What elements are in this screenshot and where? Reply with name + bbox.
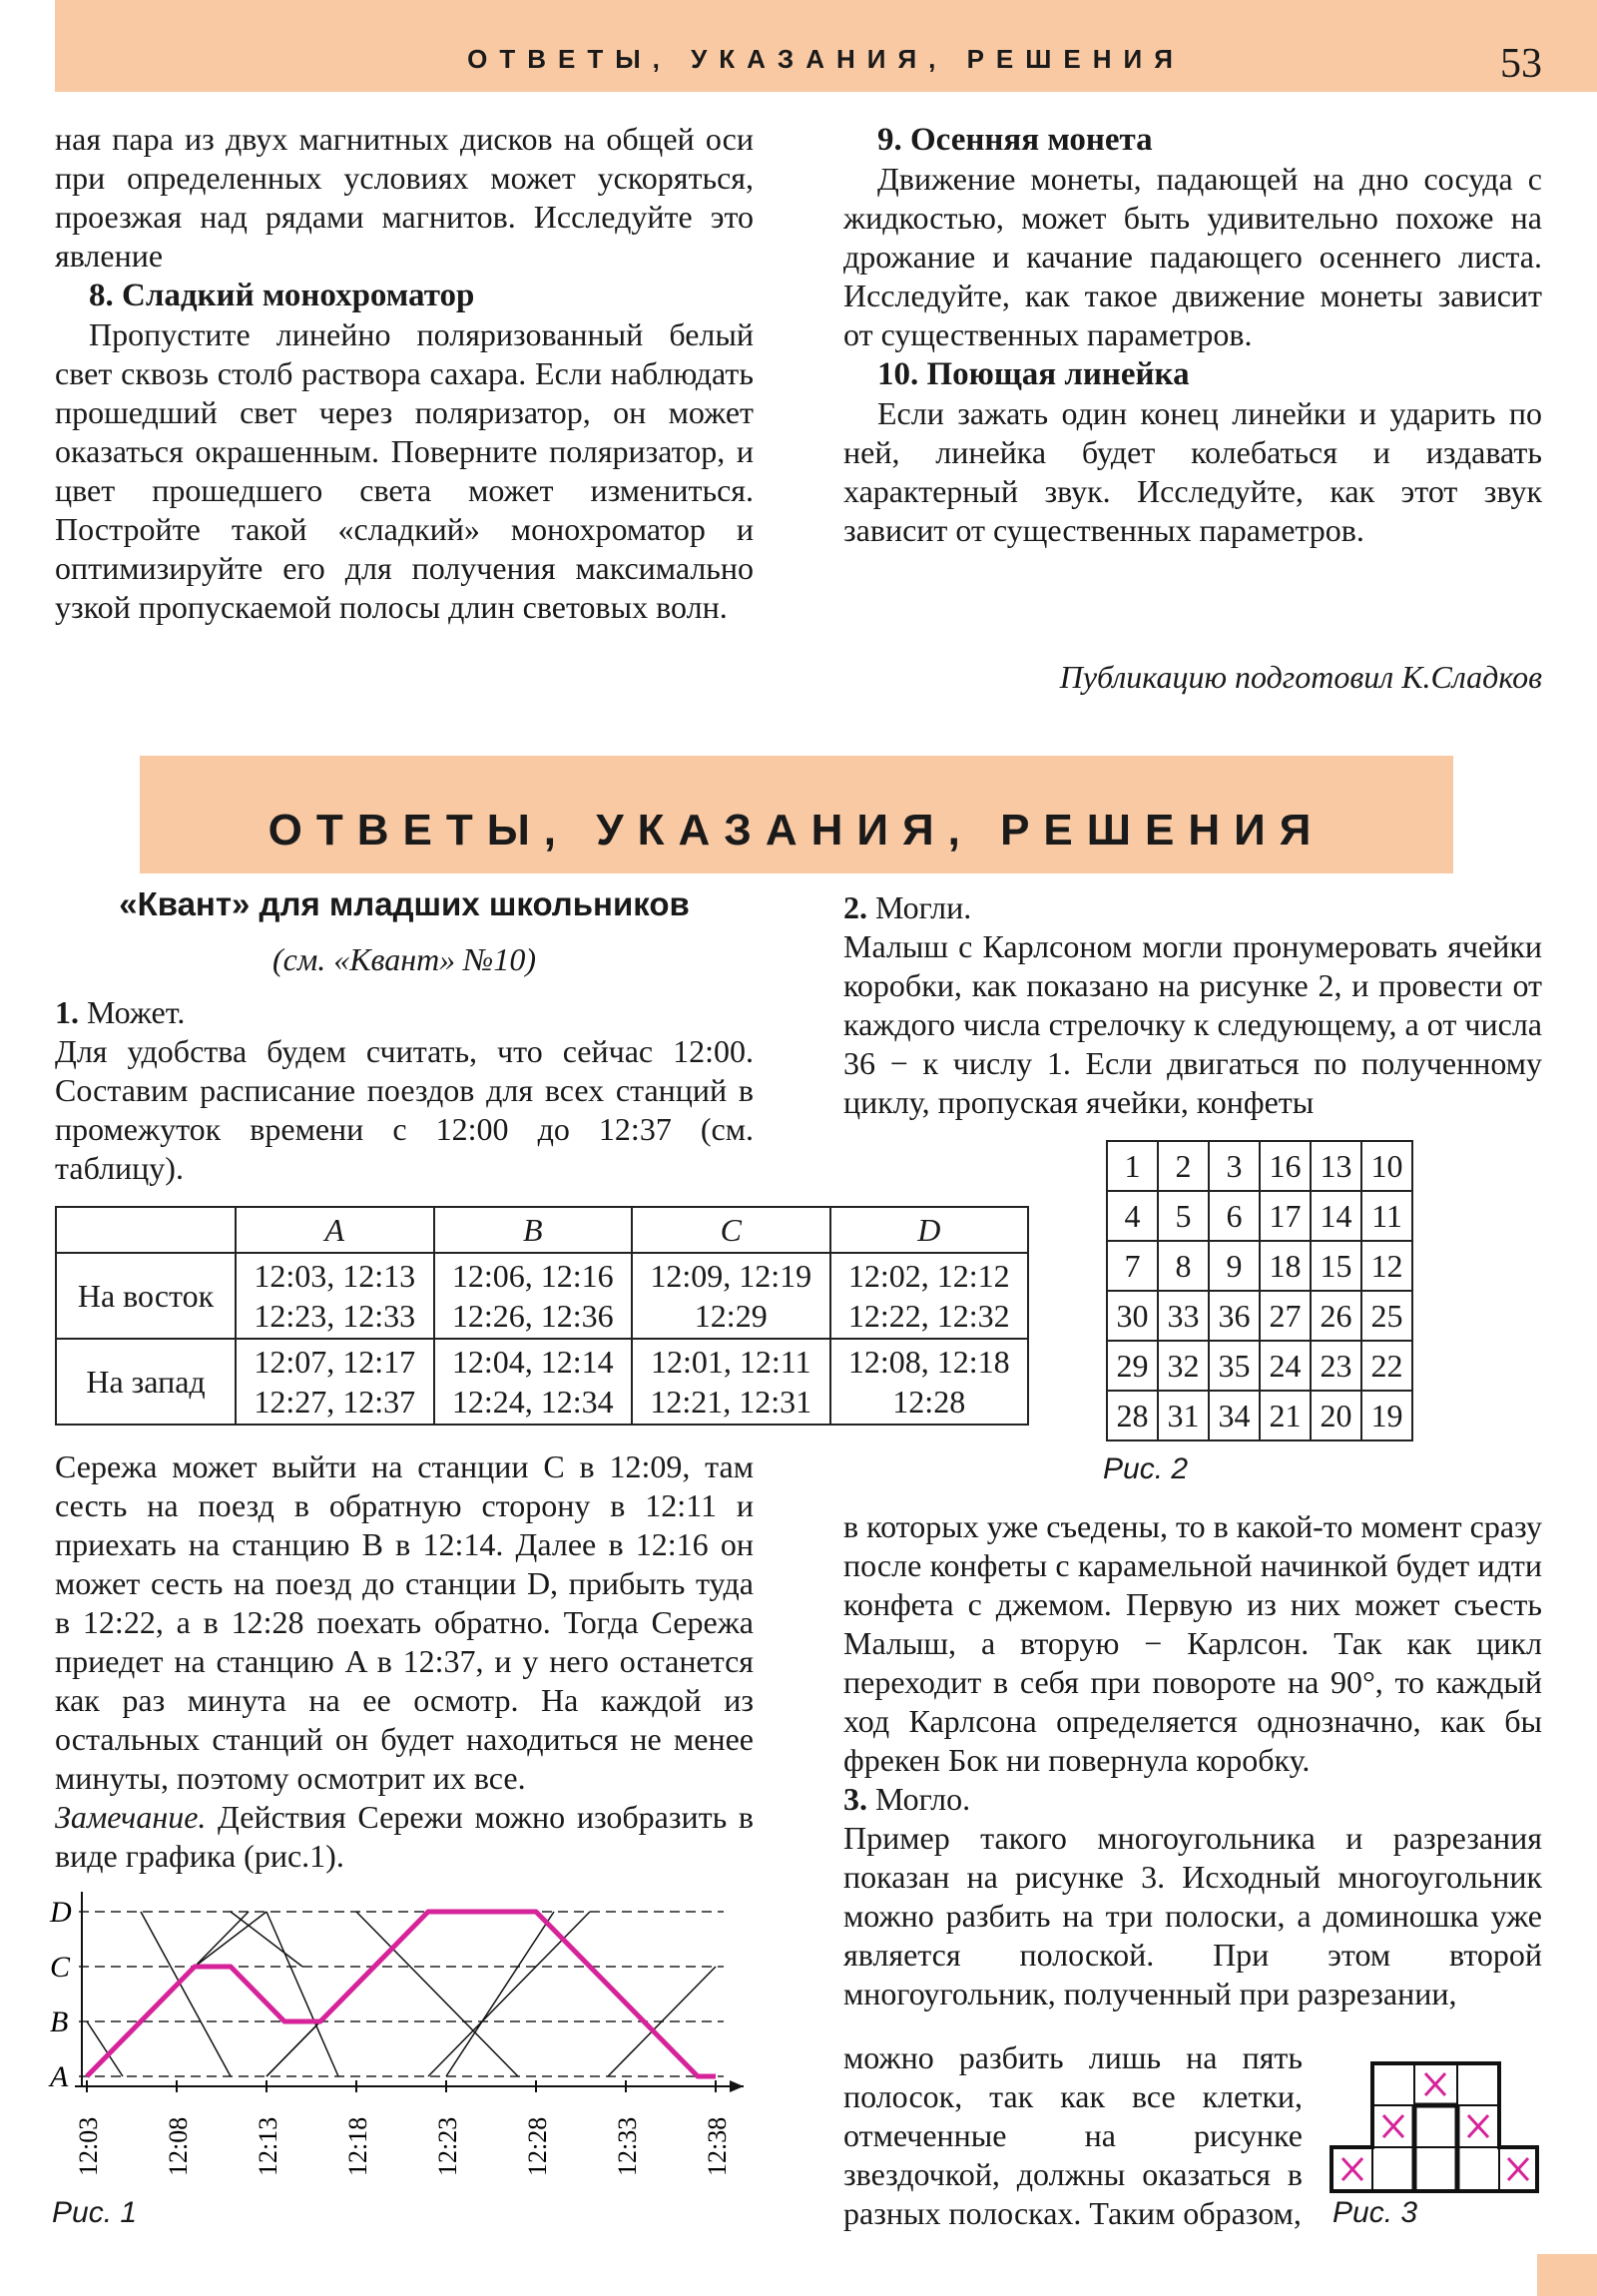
answer-3-number: 3.	[843, 1781, 867, 1817]
grid-row	[1107, 1241, 1412, 1291]
grid-cell: 13	[1311, 1141, 1361, 1191]
grid-cell: 32	[1158, 1341, 1209, 1391]
answer-1-number: 1.	[55, 994, 79, 1030]
answer-1-explanation	[55, 1447, 754, 1876]
kvant-heading: «Квант» для младших школьников	[119, 885, 690, 922]
table-header-corner	[56, 1207, 236, 1253]
table-cell: 12:06, 12:16 12:26, 12:36	[434, 1253, 633, 1339]
grid-cell: 17	[1260, 1191, 1311, 1241]
answer-1-intro	[55, 993, 754, 1188]
grid-cell: 7	[1107, 1241, 1158, 1291]
grid-cell: 16	[1260, 1141, 1311, 1191]
table-header-c: C	[632, 1207, 830, 1253]
train-line	[231, 1912, 302, 1967]
grid-cell: 1	[1107, 1141, 1158, 1191]
grid-cell: 8	[1158, 1241, 1209, 1291]
x-tick-label: 12:08	[164, 2116, 193, 2176]
grid-cell: 35	[1209, 1341, 1260, 1391]
answer-1-verdict: Может.	[87, 994, 186, 1030]
answer-3-narrow	[843, 2038, 1303, 2233]
grid-cell: 27	[1260, 1291, 1311, 1341]
page-edge-tab	[1537, 2254, 1597, 2296]
train-line	[356, 1912, 518, 2076]
problem-8-text: Пропустите линейно поляризованный белый свет сквозь столб раствора сахара. Если наблюдать прошедший свет через поляризатор, он может оказаться окрашенным. Поверните поляризатор, и цвет прошедшего света может измениться. Постройте такой «сладкий» монохроматор и оптимизируйте его для получения максимально узкой пропускаемой полосы длин световых волн.	[55, 316, 754, 625]
table-header-b: B	[434, 1207, 633, 1253]
grid-cell: 12	[1361, 1241, 1412, 1291]
remark-text: Действия Сережи можно изобразить в виде графика (рис.1).	[55, 1799, 754, 1874]
section-title: ОТВЕТЫ, УКАЗАНИЯ, РЕШЕНИЯ	[267, 806, 1326, 855]
page-header	[55, 0, 1597, 92]
x-tick-label: 12:33	[613, 2116, 642, 2176]
x-axis-arrow	[730, 2080, 744, 2092]
answer-2-number: 2.	[843, 889, 867, 925]
top-right-column	[843, 120, 1542, 550]
grid-cell: 2	[1158, 1141, 1209, 1191]
grid-cell: 25	[1361, 1291, 1412, 1341]
answer-2-text-a: Малыш с Карлсоном могли пронумеровать ячейки коробки, как показано на рисунке 2, и провести от каждого числа стрелочку к следующему, а от числа 36 − к числу 1. Если двигаться по полученному циклу, пропуская ячейки, конфеты	[843, 928, 1542, 1120]
grid-cell: 3	[1209, 1141, 1260, 1191]
answer-1-body: Сережа может выйти на станции C в 12:09, там сесть на поезд в обратную сторону в 12:11 и приехать на станцию B в 12:14. Далее в 12:16 он может сесть на поезд до станции D, прибыть туда в 12:22, а в 12:28 поехать обратно. Тогда Сережа приедет на станцию A в 12:37, и у него останется как раз минута на ее осмотр. На каждой из остальных станций он будет находиться не менее минуты, поэтому осмотрит их все.	[55, 1448, 754, 1796]
grid-row	[1107, 1191, 1412, 1241]
page-number: 53	[1500, 41, 1542, 87]
grid-cell: 15	[1311, 1241, 1361, 1291]
figure-3-caption: Рис. 3	[1332, 2196, 1418, 2229]
grid-row	[1107, 1341, 1412, 1391]
grid-cell: 34	[1209, 1391, 1260, 1440]
problem-9-text: Движение монеты, падающей на дно сосуда с жидкостью, может быть удивительно похоже на дрожание и качание падающего осеннего листа. Исследуйте, как такое движение монеты зависит от существенных параметров.	[843, 161, 1542, 352]
grid-cell: 11	[1361, 1191, 1412, 1241]
table-header-d: D	[830, 1207, 1029, 1253]
answer-2-continuation	[843, 1507, 1542, 2013]
answer-3-text-narrow: можно разбить лишь на пять полосок, так как все клетки, отмеченные на рисунке звездочкой, должны оказаться в разных полосках. Таким образом,	[843, 2039, 1303, 2231]
top-left-column	[55, 120, 754, 627]
table-cell: 12:07, 12:17 12:27, 12:37	[236, 1339, 434, 1425]
table-header-row	[56, 1207, 1028, 1253]
x-tick-label: 12:13	[254, 2116, 282, 2176]
grid-cell: 26	[1311, 1291, 1361, 1341]
train-line	[195, 1912, 266, 1967]
grid-cell: 4	[1107, 1191, 1158, 1241]
answer-2-intro	[843, 888, 1542, 1122]
grid-cell: 6	[1209, 1191, 1260, 1241]
table-cell: 12:04, 12:14 12:24, 12:34	[434, 1339, 633, 1425]
grid-cell: 31	[1158, 1391, 1209, 1440]
section-header	[140, 756, 1453, 873]
table-cell: 12:02, 12:12 12:22, 12:32	[830, 1253, 1029, 1339]
x-tick-label: 12:38	[703, 2116, 732, 2176]
route-line	[87, 1912, 716, 2076]
table-cell: 12:03, 12:13 12:23, 12:33	[236, 1253, 434, 1339]
figure-1-chart	[45, 1887, 764, 2186]
problem-9-title: 9. Осенняя монета	[877, 122, 1153, 158]
y-tick-label: D	[50, 1896, 72, 1929]
grid-row	[1107, 1141, 1412, 1191]
answer-3-verdict: Могло.	[875, 1781, 971, 1817]
figure-1-caption: Рис. 1	[52, 2196, 138, 2229]
grid-cell: 21	[1260, 1391, 1311, 1440]
grid-row	[1107, 1291, 1412, 1341]
grid-cell: 36	[1209, 1291, 1260, 1341]
answer-3-text-full: Пример такого многоугольника и разрезания показан на рисунке 3. Исходный многоугольник можно разбить на три полоски, а доминошка уже является полоской. При этом второй многоугольник, полученный при разрезании,	[843, 1820, 1542, 2011]
train-line	[428, 1912, 590, 2076]
table-cell: 12:01, 12:11 12:21, 12:31	[632, 1339, 830, 1425]
grid-cell: 23	[1311, 1341, 1361, 1391]
train-line	[266, 1912, 338, 2076]
grid-cell: 33	[1158, 1291, 1209, 1341]
grid-cell: 9	[1209, 1241, 1260, 1291]
table-cell: 12:09, 12:19 12:29	[632, 1253, 830, 1339]
table-cell: 12:08, 12:18 12:28	[830, 1339, 1029, 1425]
figure-2-caption: Рис. 2	[1103, 1452, 1189, 1485]
x-tick-label: 12:28	[523, 2116, 552, 2176]
grid-cell: 28	[1107, 1391, 1158, 1440]
x-tick-label: 12:18	[343, 2116, 372, 2176]
problem-10-title: 10. Поющая линейка	[877, 356, 1190, 392]
grid-row	[1107, 1391, 1412, 1440]
figure-3-polygon	[1328, 2061, 1547, 2201]
grid-cell: 24	[1260, 1341, 1311, 1391]
grid-cell: 20	[1311, 1391, 1361, 1440]
author-signature: Публикацию подготовил К.Сладков	[1059, 659, 1542, 695]
y-tick-label: B	[50, 2006, 69, 2038]
train-line	[141, 1912, 231, 2076]
answer-2-text-b: в которых уже съедены, то в какой-то момент сразу после конфеты с карамельной начинкой будет идти конфета с джемом. Первую из них может съесть Малыш, а вторую − Карлсон. Так как цикл переходит в себя при повороте на 90°, то каждый ход Карлсона определяется однозначно, как бы фрекен Бок ни повернула коробку.	[843, 1508, 1542, 1778]
grid-cell: 14	[1311, 1191, 1361, 1241]
continuation-text: ная пара из двух магнитных дисков на общей оси при определенных условиях может ускоряться, проезжая над рядами магнитов. Исследуйте это явление	[55, 121, 754, 274]
table-header-a: A	[236, 1207, 434, 1253]
train-line	[446, 1912, 554, 2076]
table-row	[56, 1339, 1028, 1425]
schedule-table	[55, 1206, 1029, 1426]
running-title: ОТВЕТЫ, УКАЗАНИЯ, РЕШЕНИЯ	[467, 44, 1185, 74]
y-tick-label: C	[50, 1951, 71, 1984]
grid-cell: 10	[1361, 1141, 1412, 1191]
grid-cell: 29	[1107, 1341, 1158, 1391]
row-label-west: На запад	[56, 1339, 236, 1425]
x-tick-label: 12:03	[74, 2116, 103, 2176]
grid-cell: 5	[1158, 1191, 1209, 1241]
remark-label: Замечание.	[55, 1799, 207, 1835]
grid-cell: 22	[1361, 1341, 1412, 1391]
problem-8-title: 8. Сладкий монохроматор	[89, 278, 475, 313]
grid-cell: 30	[1107, 1291, 1158, 1341]
grid-cell: 18	[1260, 1241, 1311, 1291]
y-tick-label: A	[50, 2060, 69, 2093]
figure-2-grid	[1106, 1140, 1413, 1441]
table-row	[56, 1253, 1028, 1339]
problem-10-text: Если зажать один конец линейки и ударить по ней, линейка будет колебаться и издавать характерный звук. Исследуйте, как этот звук зависит от существенных параметров.	[843, 395, 1542, 548]
x-tick-label: 12:23	[433, 2116, 462, 2176]
row-label-east: На восток	[56, 1253, 236, 1339]
grid-cell: 19	[1361, 1391, 1412, 1440]
kvant-reference: (см. «Квант» №10)	[271, 941, 536, 977]
answer-1-intro-text: Для удобства будем считать, что сейчас 12:00. Составим расписание поездов для всех станций в промежуток времени с 12:00 до 12:37 (см. таблицу).	[55, 1033, 754, 1186]
answer-2-verdict: Могли.	[875, 889, 972, 925]
